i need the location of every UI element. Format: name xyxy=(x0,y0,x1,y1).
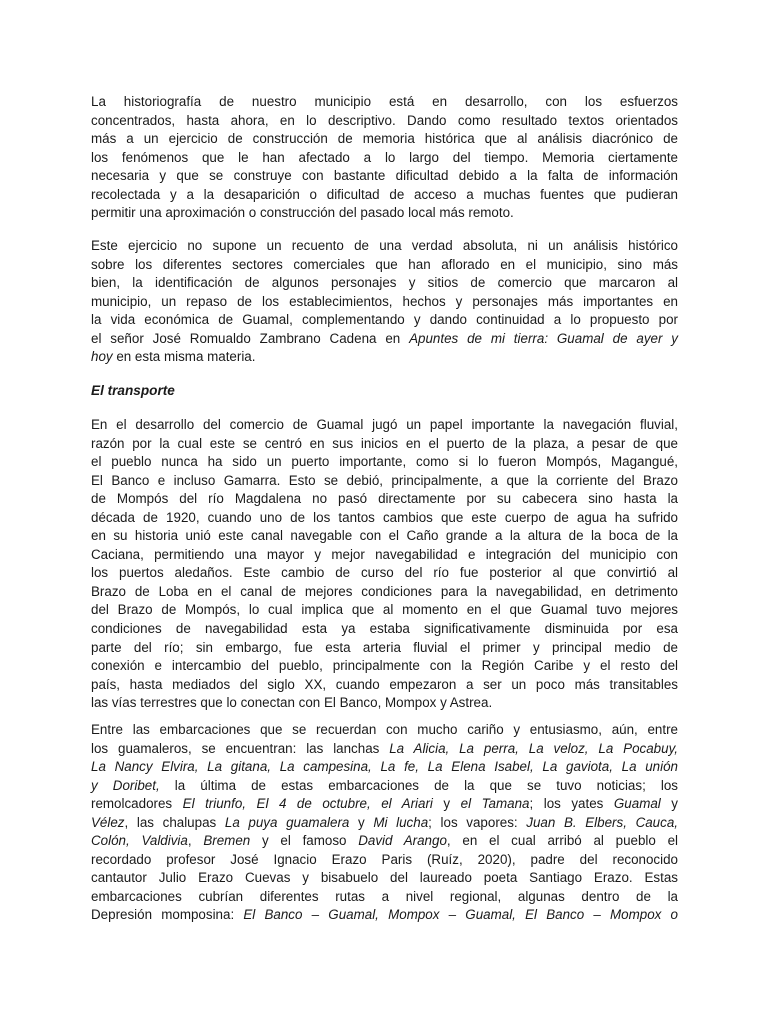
text-line: Vélez, las chalupas La puya guamalera y Mi lucha; los vapores: Juan B. Elbers, Cauca, xyxy=(91,814,678,830)
text-line: sobre los diferentes sectores comerciales que han aflorado en el municipio, sino más xyxy=(91,256,678,272)
text-line: conexión e intercambio del pueblo, principalmente con la Región Caribe y el resto del xyxy=(91,658,678,674)
text-line: las vías terrestres que lo conectan con El Banco, Mompox y Astrea. xyxy=(91,695,493,711)
text-line: municipio, un repaso de los establecimientos, hechos y personajes más importantes en xyxy=(91,293,678,309)
text-line: del Brazo de Mompós, lo cual implica que al momento en el que Guamal tuvo mejores xyxy=(91,602,678,618)
text-line: y Doribet, la última de estas embarcaciones de la que se tuvo noticias; los xyxy=(91,777,679,793)
text-line: Entre las embarcaciones que se recuerdan con mucho cariño y entusiasmo, aún, entre xyxy=(91,722,678,737)
text-line: Este ejercicio no supone un recuento de una verdad absoluta, ni un análisis histórico xyxy=(91,238,678,253)
text-line: de Mompós del río Magdalena no pasó directamente por su cabecera sino hasta la xyxy=(91,491,678,507)
paragraph-vessels xyxy=(91,721,678,925)
text-line: los guamaleros, se encuentran: las lanchas La Alicia, La perra, La veloz, La Pocabuy, xyxy=(91,740,678,756)
paragraph-intro xyxy=(91,93,678,223)
text-line: país, hasta mediados del siglo XX, cuando empezaron a ser un poco más transitables xyxy=(91,676,678,692)
text-line: los fenómenos que le han afectado a lo largo del tiempo. Memoria ciertamente xyxy=(91,149,678,165)
text-line: el pueblo nunca ha sido un puerto importante, como si lo fueron Mompós, Magangué, xyxy=(91,454,678,470)
text-line: bien, la identificación de algunos personajes y sitios de comercio que marcaron al xyxy=(91,275,678,291)
text-line: embarcaciones cubrían diferentes rutas a nivel regional, algunas dentro de la xyxy=(91,888,678,904)
text-line: la vida económica de Guamal, complementando y dando continuidad a lo propuesto por xyxy=(91,312,678,328)
paragraph-transport xyxy=(91,416,678,713)
text-line: los puertos aledaños. Este cambio de curso del río fue posterior al que convirtió al xyxy=(91,565,678,581)
text-line: el señor José Romualdo Zambrano Cadena en Apuntes de mi tierra: Guamal de ayer y xyxy=(91,330,678,346)
text-line: recordado profesor José Ignacio Erazo Paris (Ruíz, 2020), padre del reconocido xyxy=(91,851,678,867)
paragraph-purpose xyxy=(91,237,678,367)
text-line: razón por la cual este se centró en sus inicios en el puerto de la plaza, a pesar de que xyxy=(91,435,678,451)
text-line: década de 1920, cuando uno de los tantos cambios que este cuerpo de agua ha sufrido xyxy=(91,509,678,525)
text-line: remolcadores El triunfo, El 4 de octubre, el Ariari y el Tamana; los yates Guamal y xyxy=(91,796,678,812)
section-heading: El transporte xyxy=(91,383,175,398)
text-line: cantautor Julio Erazo Cuevas y bisabuelo del laureado poeta Santiago Erazo. Estas xyxy=(91,870,678,886)
text-line: En el desarrollo del comercio de Guamal jugó un papel importante la navegación fluvial, xyxy=(91,417,678,432)
text-line: Colón, Valdivia, Bremen y el famoso David Arango, en el cual arribó al pueblo el xyxy=(91,833,679,849)
text-line: necesaria y que se construye con bastante dificultad debido a la falta de información xyxy=(91,168,678,184)
text-line: hoy en esta misma materia. xyxy=(91,349,256,365)
text-line: El Banco e incluso Gamarra. Esto se debió, principalmente, a que la corriente del Brazo xyxy=(91,472,678,488)
text-line: permitir una aproximación o construcción del pasado local más remoto. xyxy=(91,205,514,221)
text-line: Depresión momposina: El Banco – Guamal, Mompox – Guamal, El Banco – Mompox o xyxy=(91,907,678,923)
text-line: Caciana, permitiendo una mayor y mejor navegabilidad e integración del municipio con xyxy=(91,546,678,562)
text-line: más a un ejercicio de construcción de memoria histórica que al análisis diacrónico de xyxy=(91,131,678,147)
text-line: en su historia unió este canal navegable con el Caño grande a la altura de la boca de la xyxy=(91,528,678,544)
text-line: Brazo de Loba en el canal de mejores condiciones para la navegabilidad, en detrimento xyxy=(91,583,678,599)
text-line: parte del río; sin embargo, fue esta arteria fluvial el primer y principal medio de xyxy=(91,639,678,655)
text-line: La historiografía de nuestro municipio está en desarrollo, con los esfuerzos xyxy=(91,94,678,109)
text-line: condiciones de navegabilidad esta ya estaba significativamente disminuida por esa xyxy=(91,621,678,637)
text-line: concentrados, hasta ahora, en lo descriptivo. Dando como resultado textos orientados xyxy=(91,112,678,128)
text-line: La Nancy Elvira, La gitana, La campesina, La fe, La Elena Isabel, La gaviota, La unión xyxy=(91,759,678,775)
text-line: recolectada y a la desaparición o dificultad de acceso a muchas fuentes que pudieran xyxy=(91,186,678,202)
